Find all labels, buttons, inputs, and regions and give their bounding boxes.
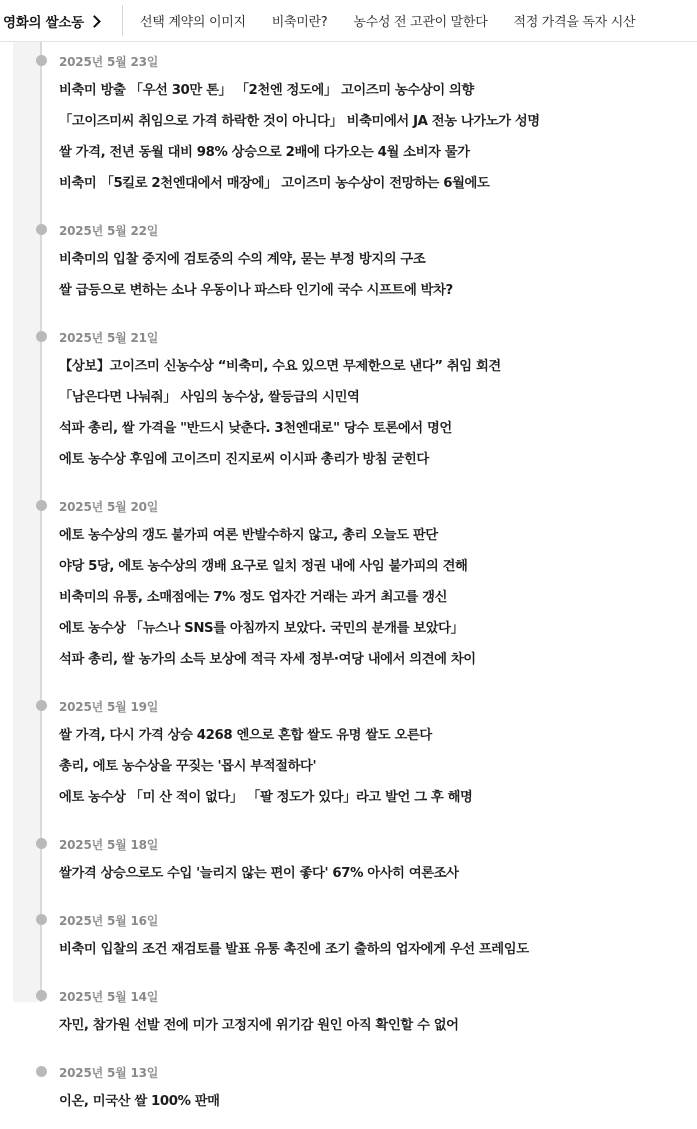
headline-link[interactable]: 총리, 에토 농수상을 꾸짖는 '몹시 부적절하다' <box>59 759 317 774</box>
timeline-day-header <box>0 42 697 75</box>
tab-stockpile-rice[interactable]: 비축미란? <box>271 15 328 30</box>
timeline-day <box>0 977 697 1053</box>
headline-link[interactable]: 에토 농수상의 갱도 불가피 여론 반발수하지 않고, 총리 오늘도 판단 <box>59 528 438 543</box>
timeline-date: 2025년 5월 20일 <box>59 500 159 514</box>
headline-link[interactable]: 비축미 입찰의 조건 재검토를 발표 유통 촉진에 조기 출하의 업자에게 우선 프레임도 <box>59 942 529 957</box>
timeline-day-header <box>0 977 697 1010</box>
timeline-day-header <box>0 687 697 720</box>
nav-tabs <box>140 0 661 41</box>
timeline-day <box>0 211 697 318</box>
series-title-label: 영화의 쌀소동 <box>3 14 84 31</box>
timeline-day <box>0 487 697 687</box>
timeline-date: 2025년 5월 23일 <box>59 55 159 69</box>
headline-link[interactable]: 비축미의 입찰 중지에 검토중의 수의 계약, 묻는 부정 방지의 구조 <box>59 252 426 267</box>
timeline-day <box>0 687 697 825</box>
timeline-date: 2025년 5월 14일 <box>59 990 159 1004</box>
timeline-day-header <box>0 318 697 351</box>
headline-link[interactable]: 쌀가격 상승으로도 수입 '늘리지 않는 편이 좋다' 67% 아사히 여론조사 <box>59 866 459 881</box>
timeline-dot-icon <box>36 838 47 849</box>
timeline-date: 2025년 5월 22일 <box>59 224 159 238</box>
timeline-dot-icon <box>36 500 47 511</box>
timeline-date: 2025년 5월 16일 <box>59 914 159 928</box>
timeline-dot-icon <box>36 914 47 925</box>
timeline-day <box>0 1053 697 1129</box>
news-timeline <box>0 42 697 1109</box>
headline-link[interactable]: 비축미의 유통, 소매점에는 7% 정도 업자간 거래는 과거 최고를 갱신 <box>59 590 448 605</box>
headline-link[interactable]: 에토 농수상 「미 산 적이 없다」 「팔 정도가 있다」라고 발언 그 후 해명 <box>59 790 473 805</box>
timeline-day-header <box>0 487 697 520</box>
tab-former-official[interactable]: 농수성 전 고관이 말한다 <box>353 15 488 30</box>
timeline-dot-icon <box>36 224 47 235</box>
headline-link[interactable]: 이온, 미국산 쌀 100% 판매 <box>59 1094 220 1109</box>
timeline-day-header <box>0 825 697 858</box>
headline-link[interactable]: 자민, 참가원 선발 전에 미가 고정지에 위기감 원인 아직 확인할 수 없어 <box>59 1018 459 1033</box>
headline-link[interactable]: 에토 농수상 후임에 고이즈미 진지로씨 이시파 총리가 방침 굳힌다 <box>59 452 429 467</box>
headline-link[interactable]: 비축미 「5킬로 2천엔대에서 매장에」 고이즈미 농수상이 전망하는 6월에도 <box>59 176 490 191</box>
series-title-link[interactable] <box>3 0 99 41</box>
headline-link[interactable]: 【상보】고이즈미 신농수상 “비축미, 수요 있으면 무제한으로 낸다” 취임 회견 <box>59 359 501 374</box>
top-navigation <box>0 0 697 42</box>
timeline-date: 2025년 5월 18일 <box>59 838 159 852</box>
timeline-dot-icon <box>36 700 47 711</box>
headline-link[interactable]: 쌀 급등으로 변하는 소나 우동이나 파스타 인기에 국수 시프트에 박차? <box>59 283 453 298</box>
timeline-dot-icon <box>36 331 47 342</box>
timeline-day <box>0 901 697 977</box>
timeline-day-header <box>0 211 697 244</box>
timeline-day <box>0 825 697 901</box>
headline-link[interactable]: 야당 5당, 에토 농수상의 갱배 요구로 일치 정권 내에 사임 불가피의 견해 <box>59 559 468 574</box>
timeline-date: 2025년 5월 19일 <box>59 700 159 714</box>
headline-link[interactable]: 「고이즈미씨 취임으로 가격 하락한 것이 아니다」 비축미에서 JA 전농 나가노가 성명 <box>59 114 540 129</box>
tab-fair-price[interactable]: 적정 가격을 독자 시산 <box>513 15 636 30</box>
headline-link[interactable]: 쌀 가격, 전년 동월 대비 98% 상승으로 2배에 다가오는 4월 소비자 물가 <box>59 145 470 160</box>
timeline-dot-icon <box>36 1066 47 1077</box>
headline-link[interactable]: 「남은다면 나눠줘」 사임의 농수상, 쌀등급의 시민역 <box>59 390 360 405</box>
timeline-days <box>0 42 697 1129</box>
headline-link[interactable]: 쌀 가격, 다시 가격 상승 4268 엔으로 혼합 쌀도 유명 쌀도 오른다 <box>59 728 432 743</box>
timeline-date: 2025년 5월 13일 <box>59 1066 159 1080</box>
nav-divider <box>122 5 123 36</box>
chevron-right-icon <box>88 15 101 28</box>
timeline-dot-icon <box>36 990 47 1001</box>
headline-link[interactable]: 비축미 방출 「우선 30만 톤」 「2천엔 정도에」 고이즈미 농수상이 의향 <box>59 83 474 98</box>
headline-link[interactable]: 에토 농수상 「뉴스나 SNS를 아침까지 보았다. 국민의 분개를 보았다」 <box>59 621 464 636</box>
timeline-day-header <box>0 1053 697 1086</box>
timeline-day <box>0 42 697 211</box>
headline-link[interactable]: 석파 총리, 쌀 농가의 소득 보상에 적극 자세 정부·여당 내에서 의견에 차이 <box>59 652 476 667</box>
timeline-date: 2025년 5월 21일 <box>59 331 159 345</box>
timeline-day-header <box>0 901 697 934</box>
timeline-dot-icon <box>36 55 47 66</box>
timeline-day <box>0 318 697 487</box>
tab-selection-contract[interactable]: 선택 계약의 이미지 <box>140 15 246 30</box>
headline-link[interactable]: 석파 총리, 쌀 가격을 "반드시 낮춘다. 3천엔대로" 당수 토론에서 명언 <box>59 421 452 436</box>
